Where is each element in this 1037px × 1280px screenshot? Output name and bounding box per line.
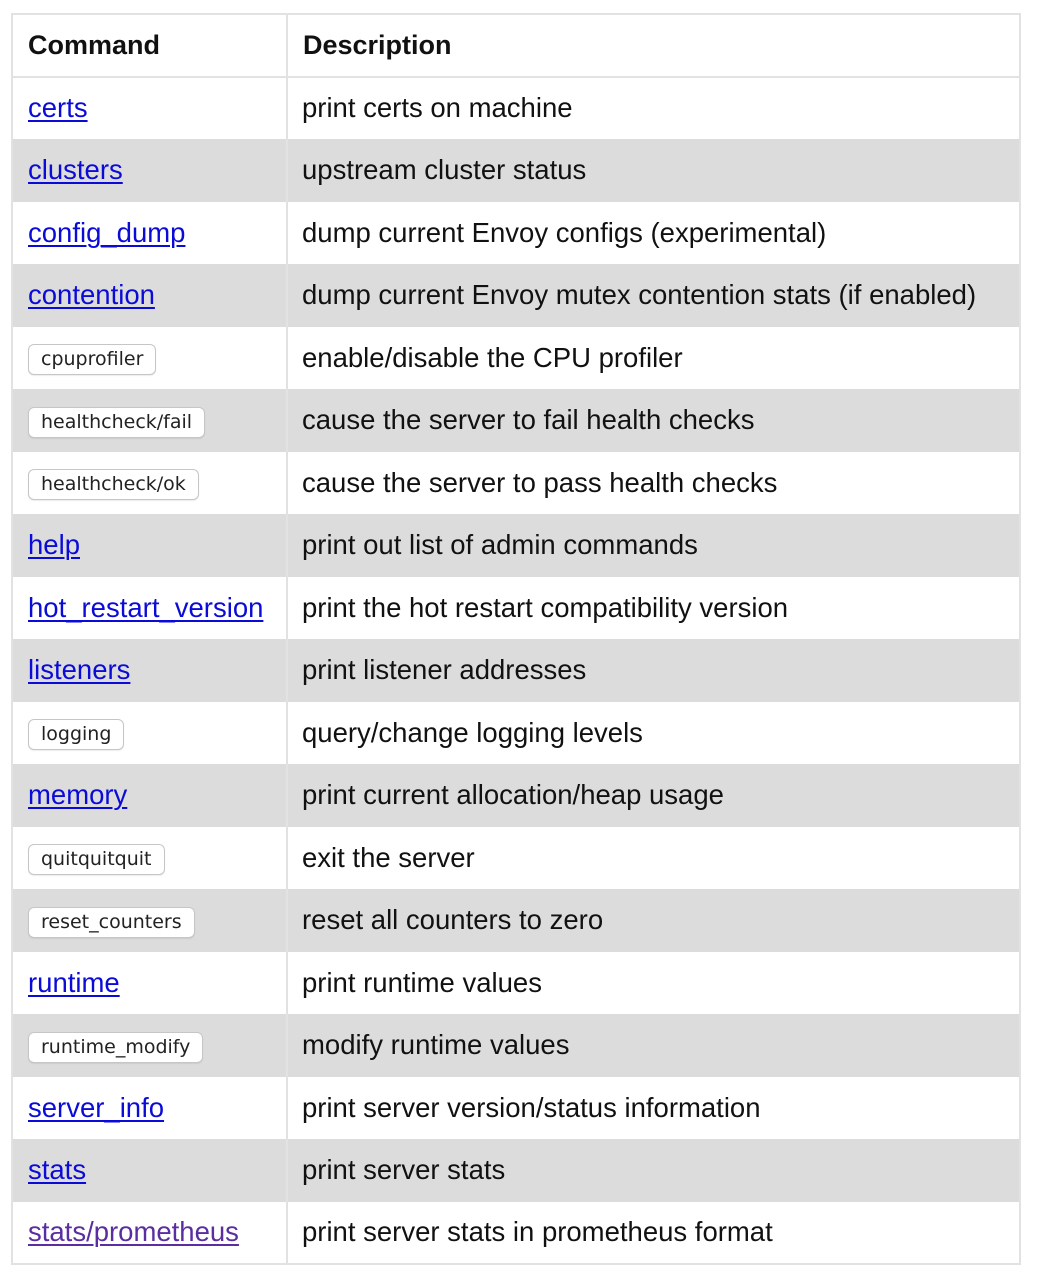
description-cell: upstream cluster status (287, 139, 1020, 202)
table-row (12, 389, 1020, 452)
description-cell: print out list of admin commands (287, 514, 1020, 577)
command-cell (12, 1202, 287, 1265)
description-cell: modify runtime values (287, 1014, 1020, 1077)
command-cell (12, 514, 287, 577)
command-cell (12, 577, 287, 640)
table-row (12, 889, 1020, 952)
description-cell: cause the server to fail health checks (287, 389, 1020, 452)
command-cell (12, 639, 287, 702)
command-link-help[interactable]: help (28, 529, 80, 561)
table-row (12, 1139, 1020, 1202)
table-header (12, 14, 1020, 77)
command-cell (12, 202, 287, 265)
table-row (12, 514, 1020, 577)
table-row (12, 202, 1020, 265)
command-cell (12, 952, 287, 1015)
command-button-logging[interactable]: logging (28, 719, 124, 750)
table-row (12, 77, 1020, 140)
description-cell: print current allocation/heap usage (287, 764, 1020, 827)
command-cell (12, 702, 287, 765)
command-link-certs[interactable]: certs (28, 92, 88, 124)
command-cell (12, 1139, 287, 1202)
command-cell (12, 764, 287, 827)
header-command: Command (12, 14, 287, 77)
description-cell: dump current Envoy configs (experimental) (287, 202, 1020, 265)
command-cell (12, 827, 287, 890)
command-button-healthcheck-ok[interactable]: healthcheck/ok (28, 469, 199, 500)
table-row (12, 1014, 1020, 1077)
description-cell: print server stats in prometheus format (287, 1202, 1020, 1265)
command-button-healthcheck-fail[interactable]: healthcheck/fail (28, 407, 205, 438)
command-button-runtime-modify[interactable]: runtime_modify (28, 1032, 203, 1063)
description-cell: print server version/status information (287, 1077, 1020, 1140)
command-cell (12, 1077, 287, 1140)
command-cell (12, 889, 287, 952)
description-cell: print server stats (287, 1139, 1020, 1202)
description-cell: reset all counters to zero (287, 889, 1020, 952)
command-link-memory[interactable]: memory (28, 779, 128, 811)
command-cell (12, 264, 287, 327)
description-cell: dump current Envoy mutex contention stats (if enabled) (287, 264, 1020, 327)
table-row (12, 452, 1020, 515)
description-cell: print certs on machine (287, 77, 1020, 140)
table-row (12, 577, 1020, 640)
table-row (12, 952, 1020, 1015)
command-link-clusters[interactable]: clusters (28, 154, 123, 186)
table-row (12, 327, 1020, 390)
command-cell (12, 77, 287, 140)
command-cell (12, 1014, 287, 1077)
command-link-listeners[interactable]: listeners (28, 654, 131, 686)
admin-commands-table (11, 13, 1021, 1265)
table-row (12, 827, 1020, 890)
table-row (12, 1077, 1020, 1140)
description-cell: cause the server to pass health checks (287, 452, 1020, 515)
table-row (12, 639, 1020, 702)
command-link-stats[interactable]: stats (28, 1154, 87, 1186)
table-row (12, 1202, 1020, 1265)
table-row (12, 764, 1020, 827)
description-cell: print the hot restart compatibility version (287, 577, 1020, 640)
command-link-server-info[interactable]: server_info (28, 1091, 165, 1123)
description-cell: print runtime values (287, 952, 1020, 1015)
description-cell: query/change logging levels (287, 702, 1020, 765)
command-cell (12, 327, 287, 390)
table-body (12, 77, 1020, 1265)
description-cell: print listener addresses (287, 639, 1020, 702)
command-button-quitquitquit[interactable]: quitquitquit (28, 844, 165, 875)
table-row (12, 139, 1020, 202)
command-button-cpuprofiler[interactable]: cpuprofiler (28, 344, 156, 375)
table-row (12, 264, 1020, 327)
description-cell: enable/disable the CPU profiler (287, 327, 1020, 390)
command-cell (12, 452, 287, 515)
command-link-contention[interactable]: contention (28, 279, 155, 311)
command-link-config-dump[interactable]: config_dump (28, 216, 186, 248)
command-button-reset-counters[interactable]: reset_counters (28, 907, 195, 938)
header-row (12, 14, 1020, 77)
description-cell: exit the server (287, 827, 1020, 890)
command-link-stats-prometheus[interactable]: stats/prometheus (28, 1216, 239, 1248)
command-link-hot-restart-version[interactable]: hot_restart_version (28, 591, 264, 623)
command-link-runtime[interactable]: runtime (28, 966, 120, 998)
table-row (12, 702, 1020, 765)
command-cell (12, 139, 287, 202)
header-description: Description (287, 14, 1020, 77)
command-cell (12, 389, 287, 452)
